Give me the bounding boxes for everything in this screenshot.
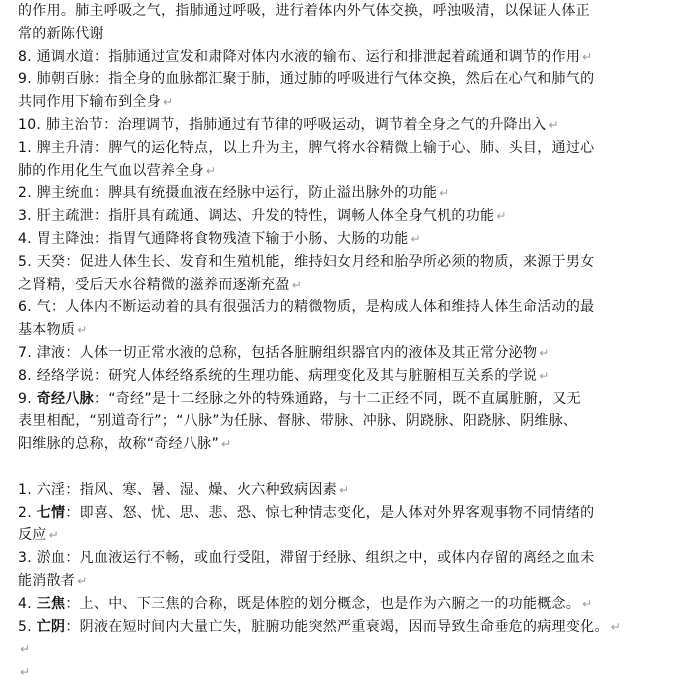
entry-number: 4. <box>18 230 32 247</box>
definition-entry <box>18 137 682 183</box>
text-line <box>18 410 682 433</box>
paragraph-mark-icon: ↵ <box>20 642 31 657</box>
entry-term: 经络学说 <box>36 367 94 384</box>
entry-number: 2. <box>18 504 32 521</box>
entry-text: 肺的作用化生气血以营养全身 <box>18 162 204 179</box>
definition-entry <box>18 365 682 388</box>
definition-entry <box>18 228 682 251</box>
entry-term: 肺朝百脉 <box>36 71 94 88</box>
definition-entry <box>18 182 682 205</box>
entry-term: 脾主统血 <box>36 185 94 202</box>
definition-entry <box>18 502 682 548</box>
section-pathogenic-factors <box>18 479 682 639</box>
paragraph-mark-icon: ↵ <box>496 209 507 224</box>
paragraph-mark-icon: ↵ <box>582 596 593 611</box>
entry-text: 常的新陈代谢 <box>18 25 104 42</box>
entry-number: 4. <box>18 595 32 612</box>
entry-number: 1. <box>18 139 32 156</box>
text-line <box>18 479 682 502</box>
entry-text: ：脾具有统摄血液在经脉中运行，防止溢出脉外的功能 <box>93 185 438 202</box>
text-line <box>18 182 682 205</box>
definition-entry <box>18 205 682 228</box>
text-line <box>18 274 682 297</box>
entry-term: 淤血 <box>36 550 66 567</box>
entry-term: 肺主治节 <box>45 116 104 133</box>
entry-term: 三焦 <box>36 595 66 612</box>
entry-number: 3. <box>18 550 32 567</box>
definition-entry <box>18 0 682 46</box>
entry-term: 天癸 <box>36 253 66 270</box>
entry-text: ：凡血液运行不畅，或血行受阻，滞留于经脉、组织之中，或体内存留的离经之血未 <box>65 550 595 567</box>
definition-entry <box>18 479 682 502</box>
paragraph-mark-icon: ↵ <box>221 437 232 452</box>
entry-term: 津液 <box>36 344 66 361</box>
paragraph-mark-icon: ↵ <box>205 163 217 178</box>
entry-text: 能消散者 <box>18 572 76 589</box>
entry-text: 之肾精，受后天水谷精微的滋养而逐渐充盈 <box>18 276 290 293</box>
document-page <box>18 0 682 684</box>
text-line <box>18 593 682 616</box>
entry-text: 基本物质 <box>18 322 76 339</box>
entry-text: ：促进人体生长、发育和生殖机能，维持妇女月经和胎孕所必须的物质，来源于男女 <box>65 253 595 270</box>
entry-term: 胃主降浊 <box>36 230 94 247</box>
entry-text: ：指肝具有疏通、调达、升发的特性，调畅人体全身气机的功能 <box>93 208 495 225</box>
entry-number: 8. <box>18 367 32 384</box>
entry-text: ：人体一切正常水液的总称，包括各脏腑组织器官内的液体及其正常分泌物 <box>65 344 538 361</box>
text-line <box>18 251 682 274</box>
text-line <box>18 68 682 91</box>
entry-term: 脾主升清 <box>36 139 94 156</box>
entry-number: 3. <box>18 208 32 225</box>
entry-text: ：阴液在短时间内大量亡失，脏腑功能突然严重衰竭，因而导致生命垂危的病理变化。 <box>65 618 609 635</box>
definition-entry <box>18 68 682 114</box>
text-line <box>18 365 682 388</box>
entry-text: ：指胃气通降将食物残渣下输于小肠、大肠的功能 <box>93 230 409 247</box>
entry-number: 6. <box>18 299 32 316</box>
entry-term: 亡阴 <box>36 618 66 635</box>
entry-term: 通调水道 <box>36 48 94 65</box>
paragraph-mark-icon: ↵ <box>410 231 421 246</box>
entry-number: 7. <box>18 344 32 361</box>
entry-text: 反应 <box>18 527 47 544</box>
entry-term: 肝主疏泄 <box>36 208 94 225</box>
definition-entry <box>18 251 682 297</box>
definition-entry <box>18 388 682 456</box>
paragraph-mark-icon: ↵ <box>539 368 550 383</box>
entry-text: ：研究人体经络系统的生理功能、病理变化及其与脏腑相互关系的学说 <box>93 367 538 384</box>
paragraph-mark-icon: ↵ <box>548 117 559 132</box>
paragraph-mark-icon: ↵ <box>539 345 550 360</box>
text-line <box>18 160 682 183</box>
entry-text: 的作用。肺主呼吸之气，指肺通过呼吸，进行着体内外气体交换，呼浊吸清，以保证人体正 <box>18 3 590 19</box>
text-line <box>18 296 682 319</box>
text-line <box>18 502 682 525</box>
entry-text: ：脾气的运化特点，以上升为主，脾气将水谷精微上输于心、肺、头目，通过心 <box>93 139 595 156</box>
text-line <box>18 0 682 23</box>
entry-number: 1. <box>18 481 32 498</box>
text-line <box>18 524 682 547</box>
text-line <box>18 23 682 46</box>
text-line <box>18 205 682 228</box>
text-line <box>18 547 682 570</box>
entry-term: 气 <box>36 299 52 316</box>
entry-term: 六淫 <box>36 481 66 498</box>
entry-text: ：指全身的血脉都汇聚于肺，通过肺的呼吸进行气体交换，然后在心气和肺气的 <box>93 71 595 88</box>
entry-text: ：上、中、下三焦的合称，既是体腔的划分概念，也是作为六腑之一的功能概念。 <box>65 595 581 612</box>
definition-entry <box>18 46 682 69</box>
definition-entry <box>18 114 682 137</box>
entry-text: ：“奇经”是十二经脉之外的特殊通路，与十二正经不同，既不直属脏腑，又无 <box>93 390 581 407</box>
text-line <box>18 570 682 593</box>
definition-entry <box>18 342 682 365</box>
paragraph-mark-icon: ↵ <box>163 95 174 110</box>
text-line <box>18 319 682 342</box>
entry-text: ：治理调节，指肺通过有节律的呼吸运动，调节着全身之气的升降出入 <box>103 116 547 133</box>
paragraph-mark-icon: ↵ <box>77 323 88 338</box>
text-line <box>18 388 682 411</box>
entry-text: ：人体内不断运动着的具有很强活力的精微物质，是构成人体和维持人体生命活动的最 <box>51 299 595 316</box>
text-line <box>18 91 682 114</box>
entry-text: 共同作用下输布到全身 <box>18 94 161 111</box>
blank-line <box>18 456 682 479</box>
text-line <box>18 228 682 251</box>
entry-number: 9. <box>18 390 32 407</box>
section-organ-functions <box>18 0 682 456</box>
text-line <box>18 433 682 456</box>
definition-entry <box>18 616 682 639</box>
text-line <box>18 137 682 160</box>
entry-text: ：即喜、怒、忧、思、悲、恐、惊七种情志变化，是人体对外界客观事物不同情绪的 <box>65 504 595 521</box>
entry-number: 5. <box>18 618 32 635</box>
paragraph-mark-icon: ↵ <box>582 49 593 64</box>
paragraph-mark-icon: ↵ <box>48 528 59 543</box>
entry-text: 阳维脉的总称，故称“奇经八脉” <box>18 436 220 453</box>
empty-paragraph <box>18 661 682 684</box>
definition-entry <box>18 593 682 616</box>
entry-term: 奇经八脉 <box>36 390 94 407</box>
text-line <box>18 616 682 639</box>
paragraph-mark-icon: ↵ <box>439 186 450 201</box>
text-line <box>18 114 682 137</box>
entry-number: 9. <box>18 71 32 88</box>
entry-text: ：指风、寒、暑、湿、燥、火六种致病因素 <box>65 481 338 498</box>
definition-entry <box>18 547 682 593</box>
entry-text: 表里相配，“别道奇行”；“八脉”为任脉、督脉、带脉、冲脉、阴跷脉、阳跷脉、阴维脉、 <box>18 413 578 430</box>
paragraph-mark-icon: ↵ <box>339 482 350 497</box>
entry-term: 七情 <box>36 504 66 521</box>
paragraph-mark-icon: ↵ <box>291 277 303 292</box>
definition-entry <box>18 296 682 342</box>
paragraph-mark-icon: ↵ <box>20 665 31 680</box>
entry-number: 2. <box>18 185 32 202</box>
paragraph-mark-icon: ↵ <box>610 619 622 634</box>
entry-number: 5. <box>18 253 32 270</box>
entry-text: ：指肺通过宣发和肃降对体内水液的输布、运行和排泄起着疏通和调节的作用 <box>93 48 581 65</box>
entry-number: 8. <box>18 48 32 65</box>
text-line <box>18 46 682 69</box>
text-line <box>18 342 682 365</box>
paragraph-mark-icon: ↵ <box>77 573 88 588</box>
entry-number: 10. <box>18 116 42 133</box>
empty-paragraph <box>18 638 682 661</box>
